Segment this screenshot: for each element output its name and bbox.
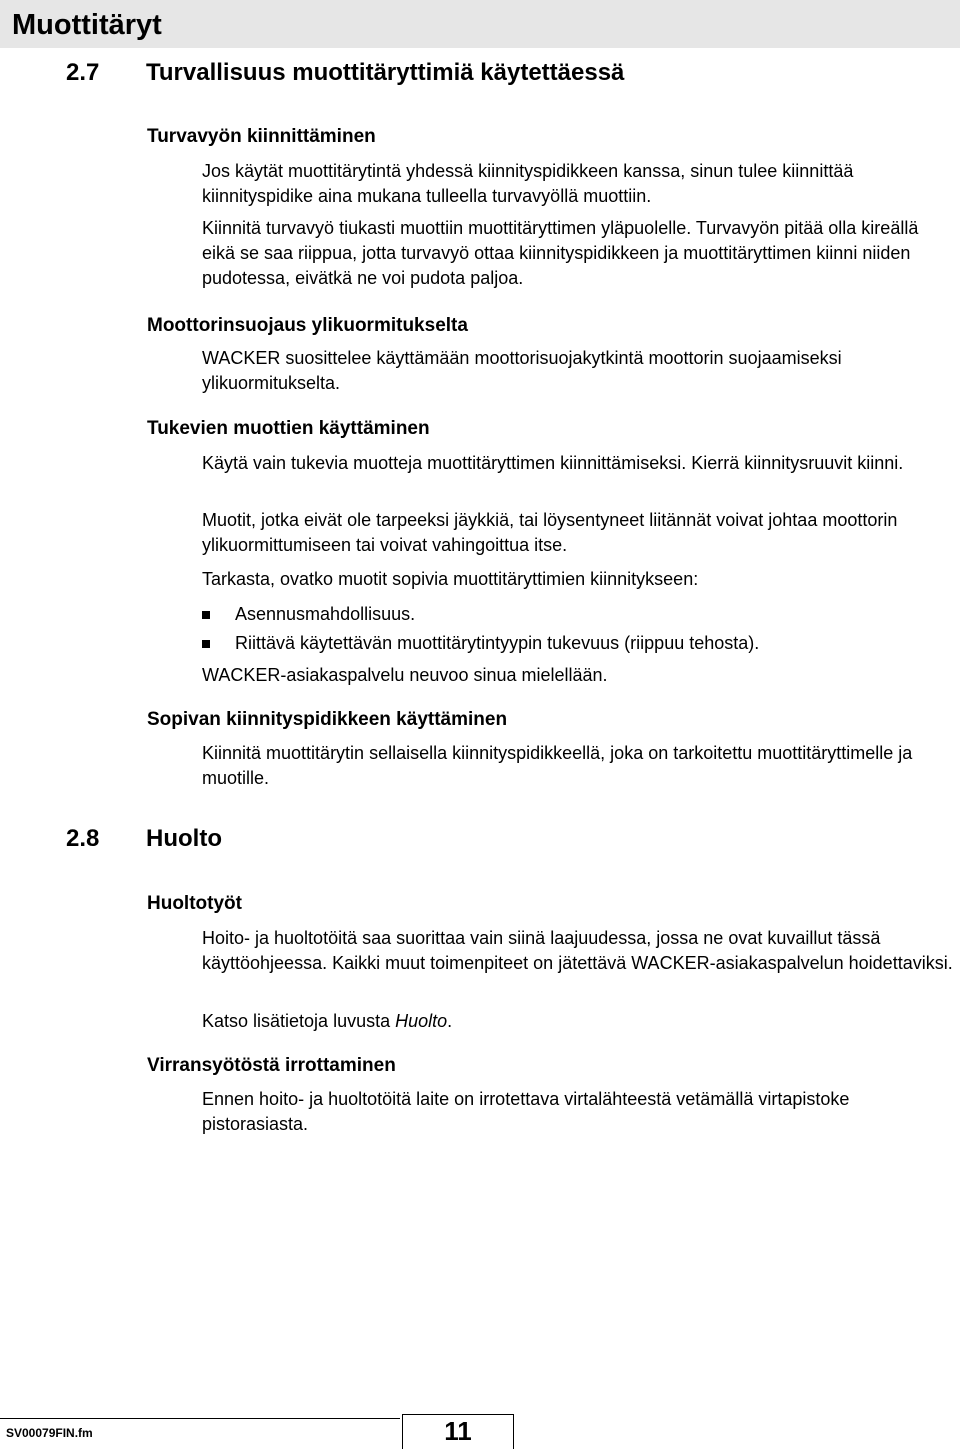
subheading-motor-protection: Moottorinsuojaus ylikuormitukselta <box>147 315 468 336</box>
paragraph: Käytä vain tukevia muotteja muottitäryttimen kiinnittämiseksi. Kierrä kiinnitysruuvit kiinni. <box>202 453 904 473</box>
chapter-reference: Huolto <box>395 1011 448 1031</box>
page-header <box>0 0 960 48</box>
paragraph: Muotit, jotka eivät ole tarpeeksi jäykkiä, tai löysentyneet liitännät voivat johtaa moottorin ylikuormittumiseen tai voivat vahingoittua itse. <box>202 510 898 555</box>
subheading-disconnect-power: Virransyötöstä irrottaminen <box>147 1055 396 1076</box>
paragraph: Jos käytät muottitärytintä yhdessä kiinnityspidikkeen kanssa, sinun tulee kiinnittää kiinnityspidike aina mukana tulleella turvavyöllä muottiin. <box>202 161 854 206</box>
paragraph: Tarkasta, ovatko muotit sopivia muottitäryttimien kiinnitykseen: <box>202 569 699 589</box>
footer-filename: SV00079FIN.fm <box>6 1426 93 1440</box>
bullet-square-icon <box>202 640 210 648</box>
paragraph: WACKER-asiakaspalvelu neuvoo sinua mielellään. <box>202 665 608 685</box>
section-heading-2-8 <box>66 824 222 854</box>
paragraph: WACKER suosittelee käyttämään moottorisuojakytkintä moottorin suojaamiseksi ylikuormitukselta. <box>202 348 842 393</box>
paragraph: Hoito- ja huoltotöitä saa suorittaa vain siinä laajuudessa, jossa ne ovat kuvaillut tässä käyttöohjeessa. Kaikki muut toimenpiteet on jätettävä WACKER-asiakaspalvelun hoidettaviksi. <box>202 928 953 973</box>
subheading-maintenance-work: Huoltotyöt <box>147 893 242 914</box>
section-number: 2.8 <box>66 825 100 852</box>
subheading-suitable-holder: Sopivan kiinnityspidikkeen käyttäminen <box>147 709 508 730</box>
bullet-square-icon <box>202 611 210 619</box>
section-title: Turvallisuus muottitäryttimiä käytettäessä <box>146 59 625 86</box>
paragraph: Kiinnitä muottitärytin sellaisella kiinnityspidikkeellä, joka on tarkoitettu muottitäryttimelle ja muotille. <box>202 743 913 788</box>
paragraph: Katso lisätietoja luvusta Huolto. <box>202 1011 453 1031</box>
paragraph: Kiinnitä turvavyö tiukasti muottiin muottitäryttimen yläpuolelle. Turvavyön pitää olla kireällä eikä se saa riippua, jotta turvavyö ottaa kiinnityspidikkeen ja muottitäryttimen kiinni niiden pudotessa, eivätkä ne voi pudota paljoa. <box>202 218 919 288</box>
page-number: 11 <box>402 1414 514 1449</box>
subheading-sturdy-molds: Tukevien muottien käyttäminen <box>147 418 430 439</box>
section-heading-2-7 <box>66 58 624 88</box>
subheading-safety-belt: Turvavyön kiinnittäminen <box>147 126 376 147</box>
section-number: 2.7 <box>66 59 100 86</box>
chapter-title: Muottitäryt <box>12 9 162 41</box>
section-title: Huolto <box>146 825 222 852</box>
paragraph: Ennen hoito- ja huoltotöitä laite on irrotettava virtalähteestä vetämällä virtapistoke pistorasiasta. <box>202 1089 850 1134</box>
